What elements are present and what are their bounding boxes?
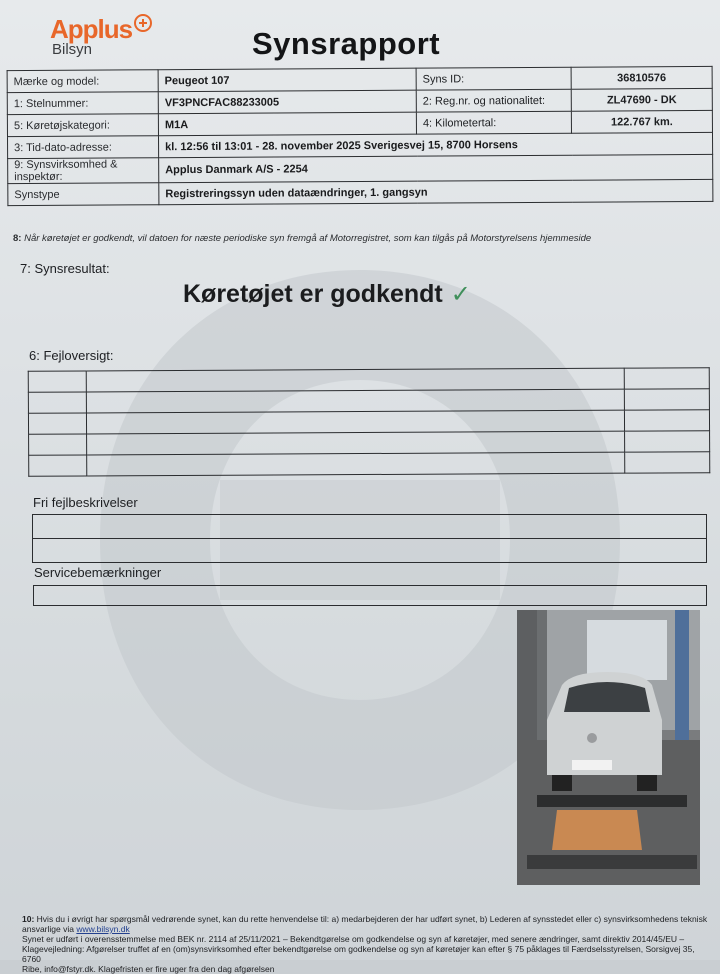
reg-label: 2: Reg.nr. og nationalitet:: [416, 89, 571, 112]
page-title: Synsrapport: [252, 26, 441, 61]
result-heading: [183, 280, 471, 309]
checkmark-icon: ✓: [450, 281, 471, 308]
plus-circle-icon: [134, 14, 152, 32]
footer-line-3: Klagevejledning: Afgørelser truffet af en (om)synsvirksomhed efter bekendtgørelse om godkendelse og syn af køretøjer kan efter § 75 påklages til Færdselsstyrelsen, Sorsigvej 35, 6760: [22, 944, 695, 964]
brand-name: Applus: [50, 14, 133, 44]
make-label: Mærke og model:: [7, 70, 158, 93]
defects-table: [28, 367, 711, 477]
vin-label: 1: Stelnummer:: [7, 92, 158, 115]
defect-cell: [624, 389, 709, 410]
applus-logo: [50, 14, 132, 58]
syns-id-value: 36810576: [571, 66, 712, 89]
footer-line-2: Synet er udført i overensstemmelse med BEK nr. 2114 af 25/11/2021 – Bekendtgørelse om godkendelse og syn af køretøjer, med senere ændringer, samt direktiv 2014/45/EU –: [22, 934, 685, 944]
defect-cell: [86, 410, 624, 434]
defect-cell: [86, 389, 624, 413]
category-label: 5: Køretøjskategori:: [7, 114, 158, 137]
free-description-table: [32, 514, 707, 563]
category-value: M1A: [158, 112, 416, 136]
free-description-row: [33, 539, 707, 563]
service-remarks-label: Servicebemærkninger: [34, 565, 162, 580]
defect-row: [29, 452, 710, 477]
vehicle-info-table: [7, 66, 714, 206]
inspector-value: Applus Danmark A/S - 2254: [159, 154, 713, 182]
defects-label: 6: Fejloversigt:: [29, 348, 114, 363]
time-value: kl. 12:56 til 13:01 - 28. november 2025 Sverigesvej 15, 8700 Horsens: [158, 132, 712, 157]
bilsyn-link[interactable]: www.bilsyn.dk: [76, 924, 130, 934]
brand-sub: Bilsyn: [52, 41, 93, 58]
defect-cell: [29, 455, 87, 476]
footer-text: [22, 914, 712, 974]
defect-cell: [625, 452, 710, 473]
vehicle-photo: [517, 610, 700, 885]
free-description-label: Fri fejlbeskrivelser: [33, 495, 138, 510]
note-number: 8:: [13, 233, 22, 244]
result-text: Køretøjet er godkendt: [183, 280, 443, 308]
free-description-cell: [33, 539, 707, 563]
make-value: Peugeot 107: [158, 68, 416, 92]
note-text: Når køretøjet er godkendt, vil datoen for næste periodiske syn fremgå af Motorregistret, som kan tilgås på Motorstyrelsens hjemmeside: [24, 233, 592, 244]
defect-cell: [86, 368, 624, 392]
defect-cell: [28, 392, 86, 413]
free-description-cell: [33, 515, 707, 539]
approval-note: [13, 233, 591, 244]
service-remarks-box: [33, 585, 707, 606]
type-label: Synstype: [8, 183, 159, 206]
defect-cell: [624, 410, 709, 431]
km-label: 4: Kilometertal:: [416, 111, 571, 134]
result-label: 7: Synsresultat:: [20, 261, 110, 276]
type-value: Registreringssyn uden dataændringer, 1. gangsyn: [159, 179, 713, 204]
vin-value: VF3PNCFAC88233005: [158, 90, 416, 114]
defect-cell: [28, 371, 86, 392]
free-description-row: [33, 515, 707, 539]
inspector-label: 9: Synsvirksomhed & inspektør:: [8, 158, 159, 184]
defect-cell: [28, 413, 86, 434]
defect-cell: [29, 434, 87, 455]
defect-cell: [87, 452, 625, 476]
syns-id-label: Syns ID:: [416, 67, 571, 90]
time-label: 3: Tid-dato-adresse:: [7, 136, 158, 159]
footer-contact-text: Hvis du i øvrigt har spørgsmål vedrørende synet, kan du rette henvendelse til: a) medarbejderen der har udført synet, b) Lederen af synsstedet eller c) synsvirksomhedens teknisk ansvarlige via: [22, 914, 708, 934]
km-value: 122.767 km.: [571, 110, 712, 133]
footer-line-1: [22, 914, 712, 934]
footer-line-4: Ribe, info@fstyr.dk. Klagefristen er fire uger fra den dag afgørelsen: [22, 964, 275, 974]
defect-cell: [87, 431, 625, 455]
footer-number: 10:: [22, 914, 35, 924]
defect-cell: [624, 368, 709, 389]
defect-cell: [625, 431, 710, 452]
reg-value: ZL47690 - DK: [571, 88, 712, 111]
